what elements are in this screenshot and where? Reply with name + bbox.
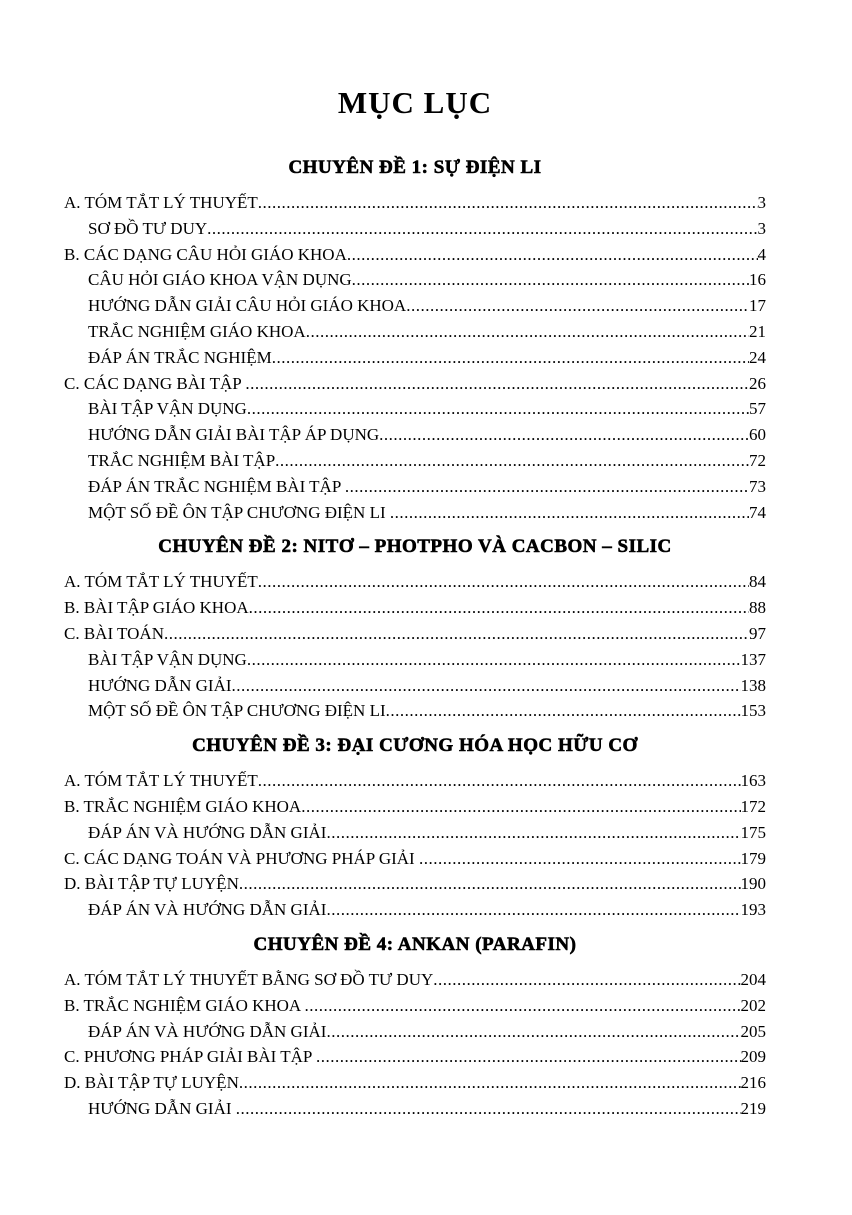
dot-leader	[249, 595, 749, 621]
toc-entry[interactable]	[64, 242, 766, 268]
toc-entry[interactable]	[64, 1044, 766, 1070]
toc-entry-page-number: 73	[749, 476, 766, 496]
toc-entry-page-number: 24	[749, 347, 766, 367]
dot-leader	[326, 897, 740, 923]
toc-entry[interactable]	[64, 993, 766, 1019]
toc-entry[interactable]	[64, 1019, 766, 1045]
toc-entry-page-number: 179	[740, 848, 766, 868]
dot-leader	[316, 1044, 740, 1070]
dot-leader	[164, 621, 749, 647]
toc-entry-label: ĐÁP ÁN TRẮC NGHIỆM	[88, 347, 272, 367]
toc-entry-page-number: 72	[749, 450, 766, 470]
toc-entry-page-number: 21	[749, 321, 766, 341]
dot-leader	[258, 569, 749, 595]
dot-leader	[236, 1096, 741, 1122]
dot-leader	[207, 216, 757, 242]
toc-entry-label: MỘT SỐ ĐỀ ÔN TẬP CHƯƠNG ĐIỆN LI	[88, 701, 386, 721]
toc-entry-label: B. TRẮC NGHIỆM GIÁO KHOA	[64, 796, 302, 816]
toc-sections	[64, 146, 766, 1122]
dot-leader	[247, 396, 749, 422]
dot-leader	[326, 1019, 740, 1045]
toc-entry-page-number: 17	[749, 296, 766, 316]
toc-entry[interactable]	[64, 1096, 766, 1122]
toc-entry-label: C. PHƯƠNG PHÁP GIẢI BÀI TẬP	[64, 1047, 317, 1067]
toc-entry[interactable]	[64, 794, 766, 820]
dot-leader	[326, 820, 740, 846]
dot-leader	[232, 673, 741, 699]
toc-entry-page-number: 84	[749, 572, 766, 592]
dot-leader	[419, 846, 741, 872]
toc-entry-page-number: 205	[740, 1021, 766, 1041]
toc-entry-page-number: 172	[740, 796, 766, 816]
toc-entry-label: BÀI TẬP VẬN DỤNG	[88, 399, 247, 419]
dot-leader	[275, 448, 749, 474]
dot-leader	[272, 345, 749, 371]
toc-entry-page-number: 3	[757, 193, 766, 212]
toc-entry[interactable]	[64, 673, 766, 699]
toc-section	[64, 724, 766, 923]
toc-entry-label: B. CÁC DẠNG CÂU HỎI GIÁO KHOA	[64, 244, 347, 264]
page-title: MỤC LỤC	[337, 85, 493, 120]
toc-entry-page-number: 60	[749, 425, 766, 445]
toc-entry[interactable]	[64, 768, 766, 794]
toc-entry[interactable]	[64, 500, 766, 526]
toc-entry-label: D. BÀI TẬP TỰ LUYỆN	[64, 1073, 239, 1093]
toc-entry[interactable]	[64, 820, 766, 846]
dot-leader	[258, 768, 741, 794]
toc-entry-label: B. BÀI TẬP GIÁO KHOA	[64, 598, 249, 618]
toc-entry[interactable]	[64, 871, 766, 897]
toc-entry[interactable]	[64, 647, 766, 673]
toc-entry-page-number: 57	[749, 399, 766, 419]
dot-leader	[352, 267, 749, 293]
toc-entry[interactable]	[64, 967, 766, 993]
toc-entry[interactable]	[64, 698, 766, 724]
dot-leader	[306, 319, 749, 345]
toc-entry[interactable]	[64, 396, 766, 422]
toc-entry-page-number: 216	[740, 1073, 766, 1093]
toc-entry-label: SƠ ĐỒ TƯ DUY	[88, 218, 208, 238]
toc-entry-label: HƯỚNG DẪN GIẢI CÂU HỎI GIÁO KHOA	[88, 296, 407, 316]
toc-section	[64, 923, 766, 1122]
toc-entry-label: MỘT SỐ ĐỀ ÔN TẬP CHƯƠNG ĐIỆN LI	[88, 502, 390, 522]
toc-entry-label: A. TÓM TẮT LÝ THUYẾT	[64, 572, 258, 592]
toc-entry-label: HƯỚNG DẪN GIẢI	[88, 675, 232, 695]
dot-leader	[345, 474, 749, 500]
toc-entry[interactable]	[64, 1070, 766, 1096]
toc-entry[interactable]	[64, 293, 766, 319]
dot-leader	[406, 293, 749, 319]
dot-leader	[258, 190, 758, 216]
toc-entry[interactable]	[64, 190, 766, 216]
toc-entry-label: TRẮC NGHIỆM GIÁO KHOA	[88, 321, 306, 341]
toc-entry-page-number: 163	[740, 771, 766, 791]
toc-entry-label: A. TÓM TẮT LÝ THUYẾT BẰNG SƠ ĐỒ TƯ DUY	[64, 969, 434, 989]
toc-entry-label: B. TRẮC NGHIỆM GIÁO KHOA	[64, 995, 305, 1015]
toc-entry-label: HƯỚNG DẪN GIẢI BÀI TẬP ÁP DỤNG	[88, 425, 380, 445]
toc-entry[interactable]	[64, 846, 766, 872]
toc-entry-page-number: 193	[740, 900, 766, 920]
toc-entry-page-number: 137	[740, 649, 766, 669]
toc-entry-page-number: 202	[740, 995, 766, 1015]
toc-entry-label: CÂU HỎI GIÁO KHOA VẬN DỤNG	[88, 270, 352, 290]
toc-entry-label: ĐÁP ÁN VÀ HƯỚNG DẪN GIẢI	[88, 900, 327, 920]
toc-entry-label: ĐÁP ÁN VÀ HƯỚNG DẪN GIẢI	[88, 1021, 327, 1041]
dot-leader	[245, 371, 749, 397]
toc-entry-label: C. BÀI TOÁN	[64, 623, 164, 643]
section-heading: CHUYÊN ĐỀ 1: SỰ ĐIỆN LI	[288, 157, 542, 178]
dot-leader	[301, 794, 740, 820]
dot-leader	[347, 242, 758, 268]
toc-entry-label: C. CÁC DẠNG TOÁN VÀ PHƯƠNG PHÁP GIẢI	[64, 848, 419, 868]
toc-entry[interactable]	[64, 474, 766, 500]
dot-leader	[390, 500, 749, 526]
toc-entry-label: D. BÀI TẬP TỰ LUYỆN	[64, 874, 239, 894]
toc-section	[64, 146, 766, 525]
toc-entry[interactable]	[64, 371, 766, 397]
dot-leader	[239, 871, 741, 897]
toc-entry[interactable]	[64, 621, 766, 647]
toc-entry-page-number: 26	[749, 373, 766, 393]
toc-entry[interactable]	[64, 569, 766, 595]
toc-entry-page-number: 219	[740, 1098, 766, 1118]
section-heading: CHUYÊN ĐỀ 2: NITƠ – PHOTPHO VÀ CACBON – SILIC	[158, 536, 672, 558]
toc-entry-page-number: 204	[740, 969, 766, 989]
toc-entry-label: C. CÁC DẠNG BÀI TẬP	[64, 373, 246, 393]
toc-entry-page-number: 88	[749, 598, 766, 618]
toc-entry[interactable]	[64, 216, 766, 242]
section-heading: CHUYÊN ĐỀ 3: ĐẠI CƯƠNG HÓA HỌC HỮU CƠ	[192, 735, 638, 757]
dot-leader	[305, 993, 741, 1019]
toc-entry-label: ĐÁP ÁN TRẮC NGHIỆM BÀI TẬP	[88, 476, 345, 496]
toc-entry-page-number: 175	[740, 822, 766, 842]
toc-entry-page-number: 209	[740, 1047, 766, 1067]
toc-entry-page-number: 4	[757, 244, 766, 264]
toc-entry-label: A. TÓM TẮT LÝ THUYẾT	[64, 771, 258, 791]
toc-entry-label: A. TÓM TẮT LÝ THUYẾT	[64, 193, 258, 212]
toc-entry-label: BÀI TẬP VẬN DỤNG	[88, 649, 247, 669]
toc-entry-label: TRẮC NGHIỆM BÀI TẬP	[88, 450, 276, 470]
toc-entry-page-number: 190	[740, 874, 766, 894]
toc-entry-page-number: 3	[757, 218, 766, 238]
toc-entry-page-number: 97	[749, 623, 766, 643]
toc-entry-page-number: 74	[749, 502, 766, 522]
toc-entry-page-number: 138	[740, 675, 766, 695]
dot-leader	[247, 647, 741, 673]
toc-section	[64, 525, 766, 724]
toc-entry-label: ĐÁP ÁN VÀ HƯỚNG DẪN GIẢI	[88, 822, 327, 842]
toc-entry[interactable]	[64, 422, 766, 448]
table-of-contents	[64, 78, 766, 1122]
dot-leader	[386, 698, 741, 724]
toc-entry-page-number: 16	[749, 270, 766, 290]
toc-entry[interactable]	[64, 595, 766, 621]
toc-entry[interactable]	[64, 319, 766, 345]
toc-entry[interactable]	[64, 345, 766, 371]
dot-leader	[433, 967, 740, 993]
dot-leader	[239, 1070, 741, 1096]
section-heading: CHUYÊN ĐỀ 4: ANKAN (PARAFIN)	[253, 933, 577, 955]
toc-entry[interactable]	[64, 267, 766, 293]
toc-entry[interactable]	[64, 897, 766, 923]
toc-entry-label: HƯỚNG DẪN GIẢI	[88, 1098, 236, 1118]
toc-entry-page-number: 153	[740, 701, 766, 721]
dot-leader	[379, 422, 749, 448]
toc-entry[interactable]	[64, 448, 766, 474]
